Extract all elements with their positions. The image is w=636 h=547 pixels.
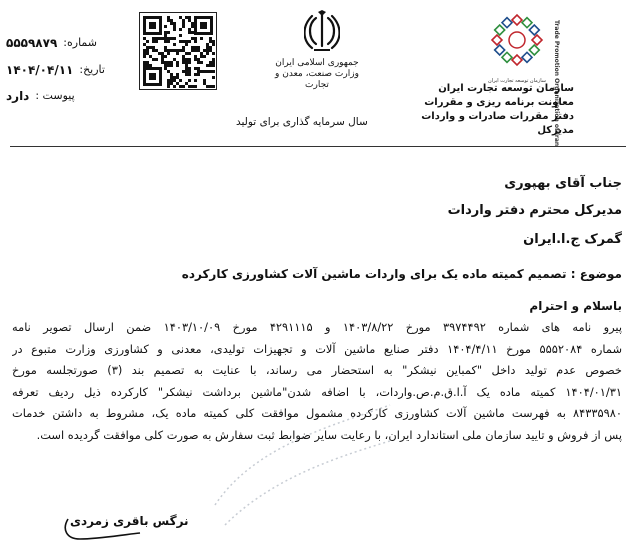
- tpo-caption-text: Trade Promotion Organization of Iran: [553, 20, 560, 147]
- tpo-logo-caption-fa: سازمان توسعه تجارت ایران: [488, 78, 546, 84]
- addressee-title: مدیرکل محترم دفتر واردات: [447, 203, 622, 218]
- emblem-line-ministry: وزارت صنعت، معدن و تجارت: [275, 69, 359, 90]
- tpo-logo-icon: [482, 4, 552, 84]
- letter-body: [12, 317, 622, 446]
- tpo-logo-petal: [522, 52, 532, 62]
- body-line-4: ۱۴۰۴/۰۱/۳۱ کمیته ماده یک آ.ا.ق.م.ص.واردات، با اضافه شدن"ماشین برداشت نیشکر" کارکرده ذیل ردیف تعرفه: [12, 384, 622, 399]
- letter-date-row: [6, 63, 105, 77]
- tpo-logo-center: [509, 32, 525, 48]
- letter-date-label: تاریخ:: [79, 63, 105, 76]
- qr-code-icon: [139, 12, 217, 90]
- tpo-logo-petal: [495, 25, 505, 35]
- org-line-4: مدیرکل: [537, 125, 574, 136]
- body-line-1: پیرو نامه های شماره ۳۹۷۴۴۹۲ مورخ ۱۴۰۳/۸/۲۲ و ۴۲۹۱۱۱۵ مورخ ۱۴۰۳/۱۰/۰۹ ضمن ارسال تصویر نامه: [12, 320, 622, 334]
- letter-number-label: شماره:: [63, 36, 97, 49]
- year-slogan: سال سرمایه گذاری برای تولید: [236, 116, 368, 128]
- tpo-logo-petal: [502, 18, 512, 28]
- letter-number-row: [6, 36, 97, 50]
- signer-name: نرگس باقری زمردی: [70, 514, 189, 528]
- letter-attachment-row: [6, 89, 75, 103]
- org-department-lines: [374, 82, 574, 138]
- letter-attachment-value: دارد: [6, 89, 30, 103]
- addressee-organization: گمرک ج.ا.ایران: [523, 232, 622, 247]
- tpo-logo-caption-en: [548, 20, 560, 147]
- greeting: باسلام و احترام: [529, 299, 622, 313]
- tpo-logo-petal: [512, 55, 522, 65]
- org-line-1: سازمان توسعه تجارت ایران: [438, 83, 574, 94]
- org-line-2: معاونت برنامه ریزی و مقررات: [424, 97, 574, 108]
- org-line-3: دفتر مقررات صادرات و واردات: [421, 111, 574, 122]
- body-line-5: ۸۴۳۳۵۹۸۰ به فهرست ماشین آلات کشاورزی کارکرده مشمول موافقت کلی کمیته ماده یک، مشروط به داشتن خدمات: [12, 406, 622, 420]
- tpo-logo-petal: [529, 45, 539, 55]
- tpo-logo-petal: [495, 45, 505, 55]
- tpo-logo-petal: [492, 35, 502, 45]
- tpo-logo-petal: [529, 25, 539, 35]
- letter-number-value: ۵۵۵۹۸۷۹: [6, 36, 58, 50]
- body-line-3: خصوص عدم تولید داخل "کمباین نیشکر" به استحضار می رساند، با عنایت به تصمیم بند (۳) صورتجلسه مورخ: [12, 363, 622, 377]
- iran-emblem-icon: [304, 10, 340, 52]
- body-line-6: پس از فروش و تایید سازمان ملی استاندارد ایران، با رعایت سایر ضوابط ثبت سفارش به صورت کلی موافقت گردیده است.: [36, 427, 622, 442]
- emblem-line-republic: جمهوری اسلامی ایران: [275, 58, 359, 68]
- letter-subject: موضوع : تصمیم کمیته ماده یک برای واردات ماشین آلات کشاورزی کارکرده: [181, 267, 622, 281]
- ministry-caption: [262, 58, 372, 91]
- tpo-logo-petal: [502, 52, 512, 62]
- header-divider: [10, 146, 626, 147]
- letter-date-value: ۱۴۰۴/۰۴/۱۱: [6, 63, 74, 77]
- body-line-2: شماره ۵۵۵۲۰۸۴ مورخ ۱۴۰۴/۴/۱۱ دفتر صنایع ماشین آلات و تجهیزات تولیدی، معدنی و کشاورزی وزارت متبوع در: [12, 341, 622, 356]
- tpo-logo-petal: [522, 18, 532, 28]
- addressee-name: جناب آقای بهپوری: [504, 176, 622, 191]
- tpo-logo-petal: [512, 15, 522, 25]
- tpo-logo-petal: [532, 35, 542, 45]
- letter-attachment-label: پیوست :: [35, 89, 75, 102]
